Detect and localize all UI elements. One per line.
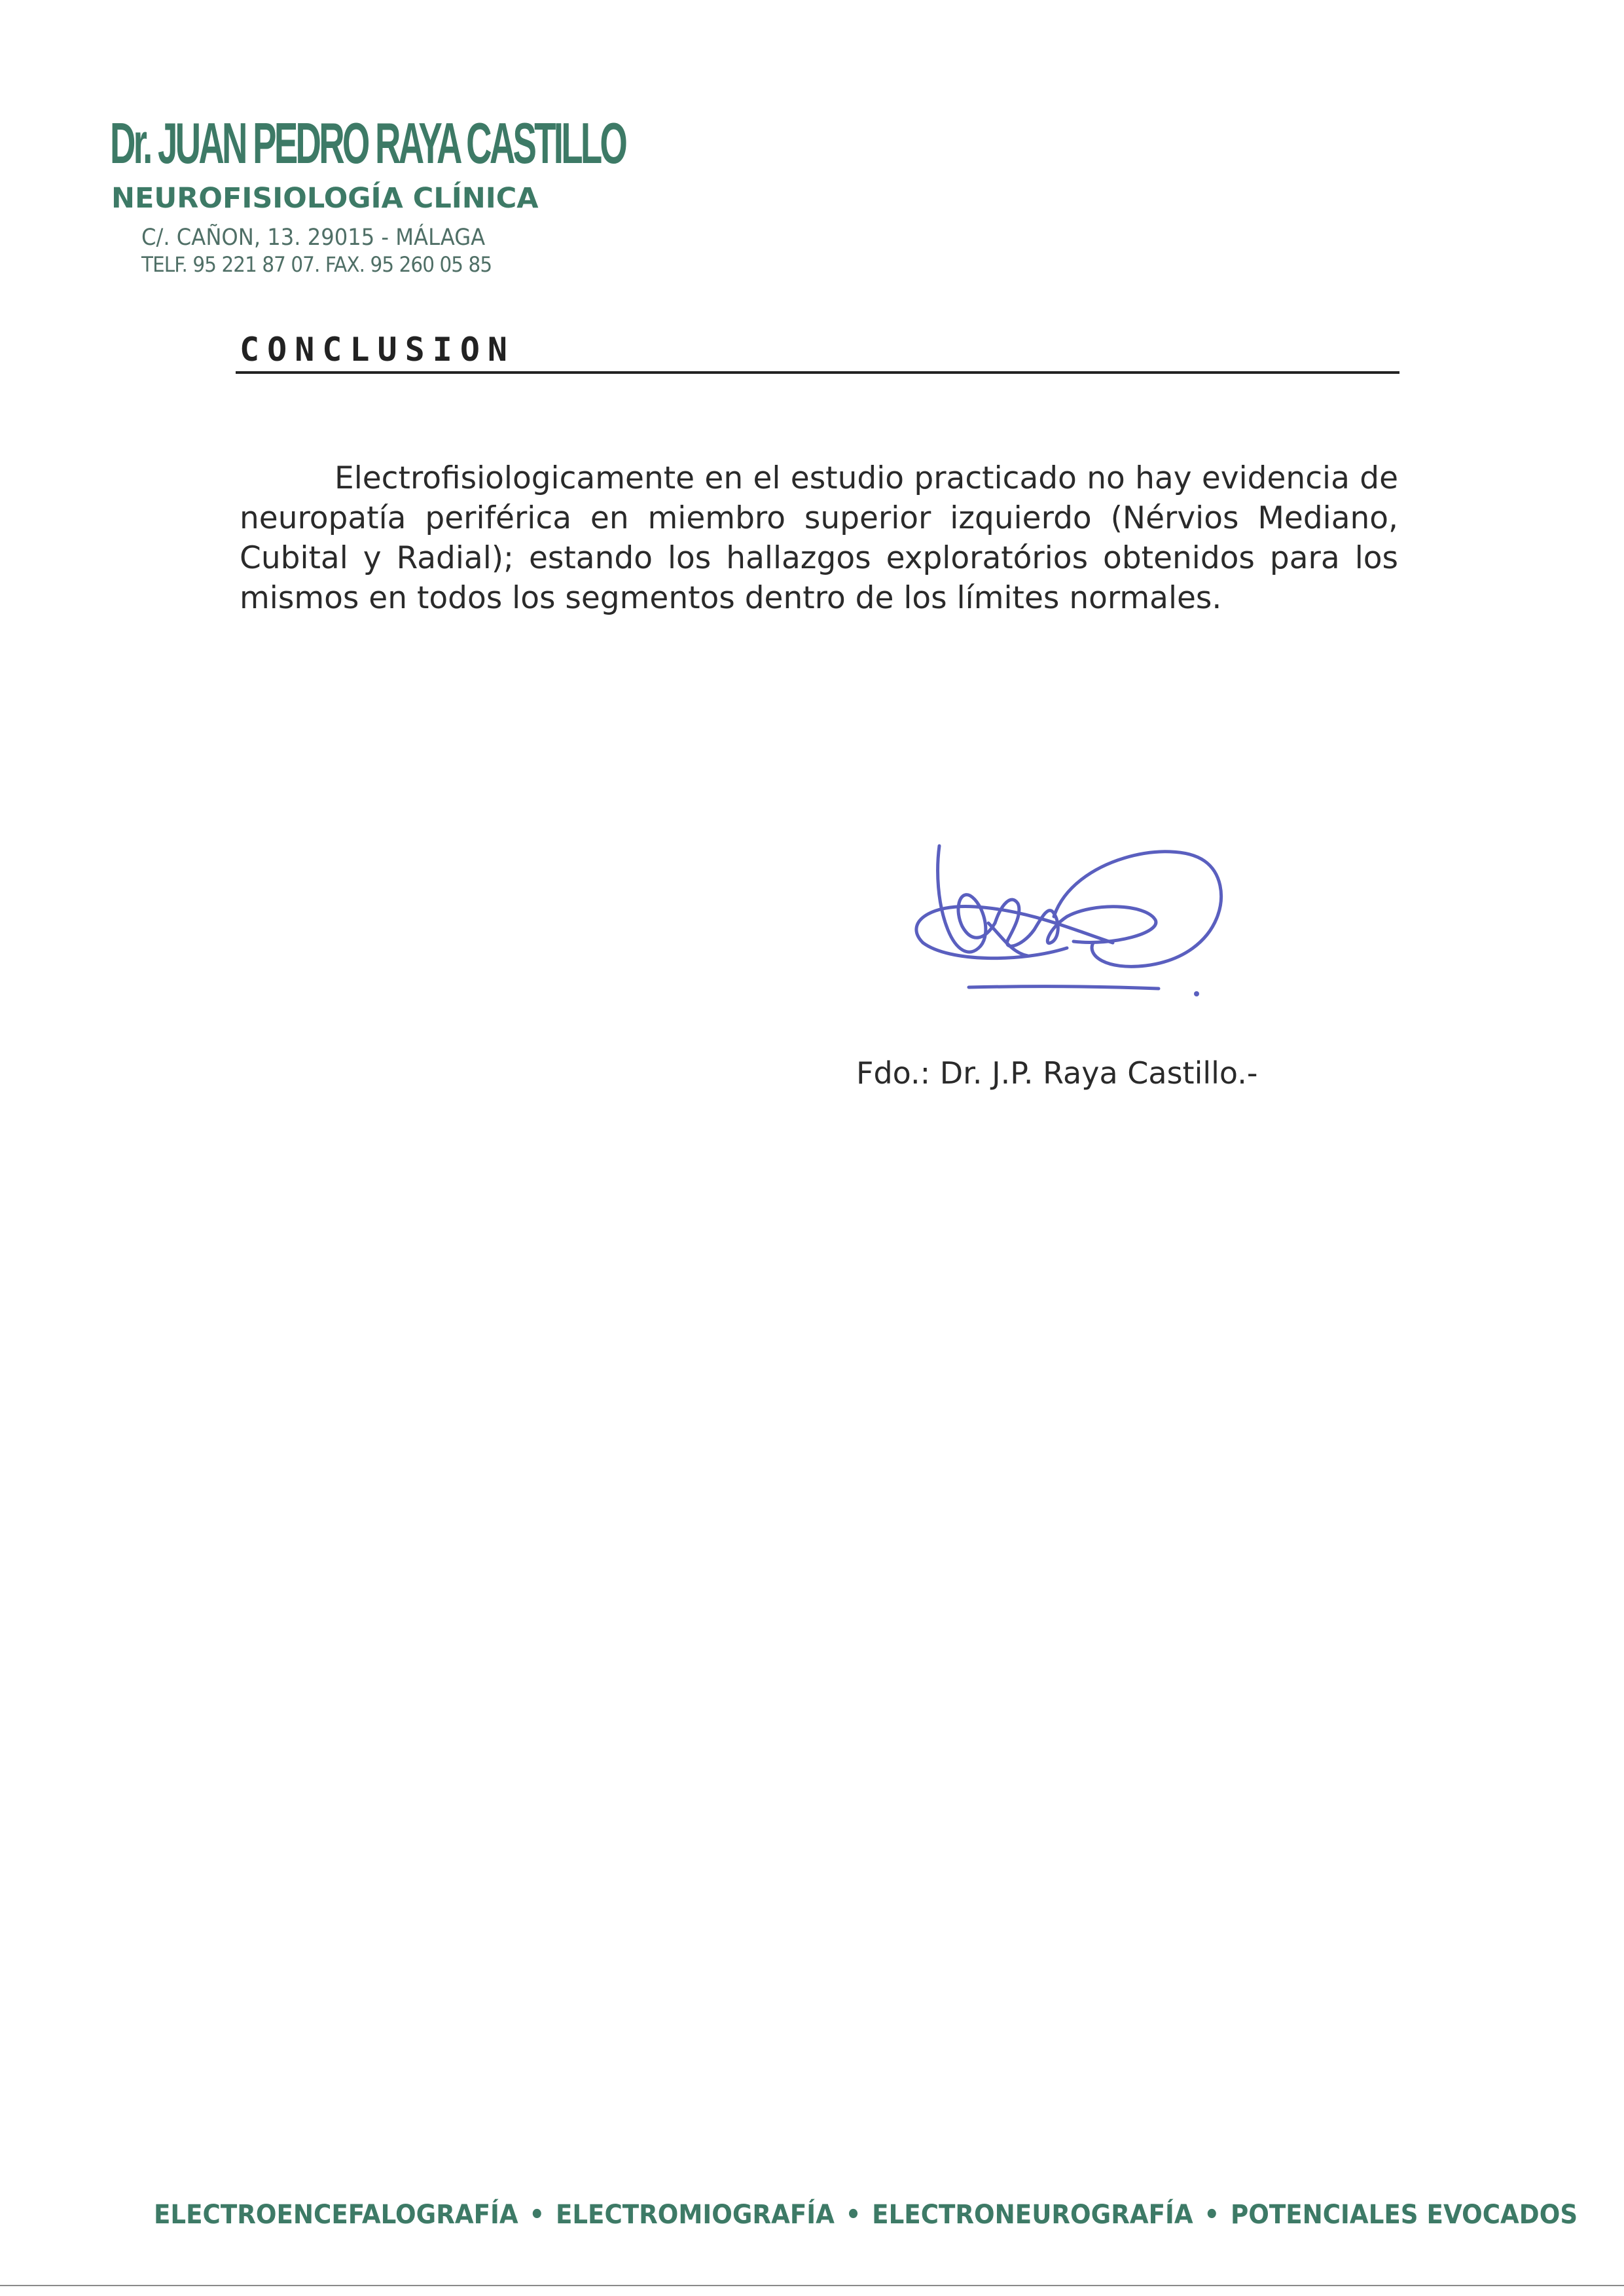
- letterhead: [110, 111, 699, 277]
- section-divider: [236, 371, 1399, 374]
- address: C/. CAÑON, 13. 29015 - MÁLAGA: [141, 225, 486, 251]
- bottom-divider: [0, 2285, 1624, 2286]
- footer-services: [154, 2200, 1578, 2230]
- footer-service-eeg: ELECTROENCEFALOGRAFÍA: [154, 2200, 518, 2230]
- conclusion-paragraph: Electrofisiologicamente en el estudio practicado no hay evidencia de neuropatía periférica en miembro superior izquierdo (Nérvios Mediano, Cubital y Radial); estando los hallazgos exploratórios obtenidos para los mismos en todos los segmentos dentro de los límites normales.: [240, 460, 1398, 616]
- signature-image: [897, 831, 1290, 1028]
- footer-service-evoked: POTENCIALES EVOCADOS: [1230, 2200, 1578, 2230]
- phone-fax: TELF. 95 221 87 07. FAX. 95 260 05 85: [141, 252, 492, 277]
- section-title: CONCLUSION: [240, 331, 516, 369]
- specialty: NEUROFISIOLOGÍA CLÍNICA: [111, 182, 539, 215]
- bullet-separator: •: [845, 2200, 861, 2230]
- bullet-separator: •: [529, 2200, 545, 2230]
- doctor-name: Dr. JUAN PEDRO RAYA CASTILLO: [110, 111, 626, 175]
- footer-service-eng: ELECTRONEUROGRAFÍA: [872, 2200, 1193, 2230]
- footer-service-emg: ELECTROMIOGRAFÍA: [555, 2200, 835, 2230]
- signed-by: Fdo.: Dr. J.P. Raya Castillo.-: [856, 1055, 1258, 1091]
- bullet-separator: •: [1204, 2200, 1220, 2230]
